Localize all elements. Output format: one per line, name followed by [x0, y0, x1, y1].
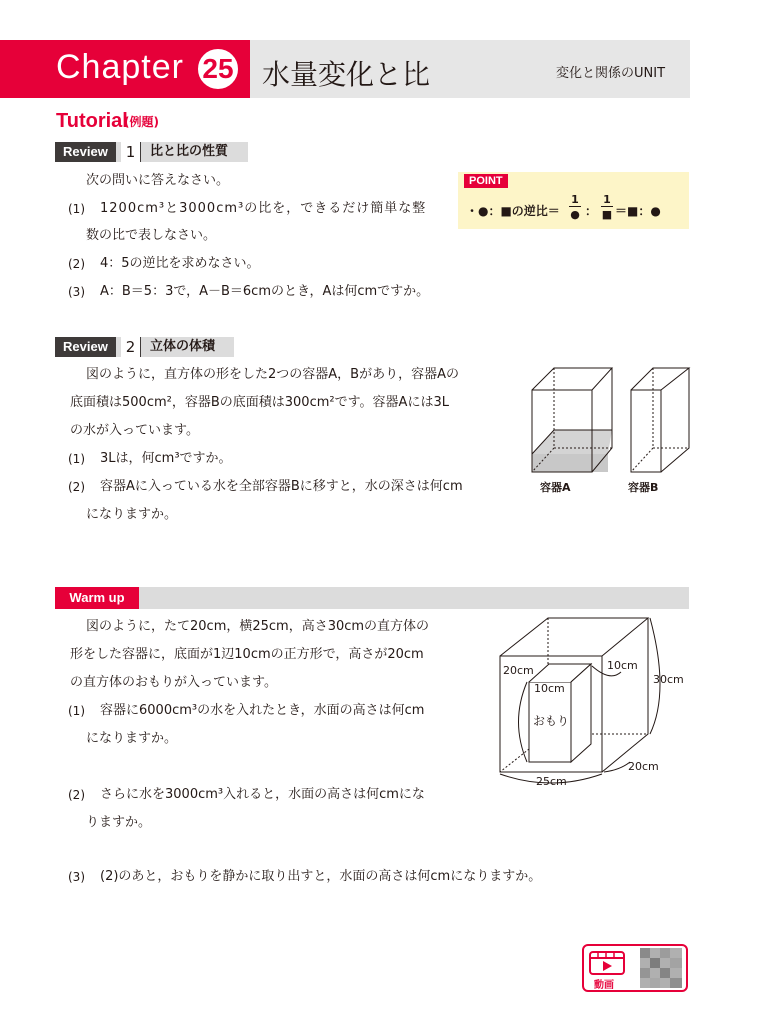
review1-title: 比と比の性質	[150, 144, 229, 159]
warmup-q3-text: (2)のあと，おもりを静かに取り出すと，水面の高さは何cmになりますか。	[100, 869, 542, 884]
point-frac1-numerator: 1	[569, 193, 581, 207]
container-a-water	[532, 454, 608, 472]
review2-q1-label: (1)	[68, 452, 85, 466]
outer-container-top	[500, 618, 648, 656]
container-b-top	[631, 368, 689, 390]
container-a-top	[532, 368, 612, 390]
warmup-q2-line2: りますか。	[86, 815, 152, 830]
weight-label: おもり	[533, 714, 570, 728]
point-prefix: ・●：■の逆比＝	[466, 204, 560, 218]
point-tag: POINT	[464, 174, 508, 188]
container-height-label: 30cm	[653, 673, 684, 686]
weight-height-label: 20cm	[503, 664, 534, 677]
video-play-icon[interactable]	[588, 950, 626, 976]
warmup-q1-line1: 容器に6000cm³の水を入れたとき，水面の高さは何cm	[100, 703, 425, 718]
review2-number: 2	[121, 337, 141, 357]
weight-side	[571, 664, 591, 762]
review2-line3: の水が入っています。	[70, 423, 199, 438]
weight-height-arc	[519, 682, 528, 762]
container-a-water-top	[532, 430, 612, 454]
unit-label: 変化と関係のUNIT	[556, 66, 666, 81]
container-b-front	[631, 390, 661, 472]
video-label[interactable]: 動画	[594, 980, 614, 991]
review1-q2-text: 4：5の逆比を求めなさい。	[100, 256, 260, 271]
qr-code-icon[interactable]	[640, 948, 682, 988]
container-weight-figure	[492, 612, 692, 792]
review2-q1-text: 3Lは，何cm³ですか。	[100, 451, 232, 466]
review1-q1-line1: 1200cm³と3000cm³の比を，できるだけ簡単な整	[100, 201, 427, 216]
point-suffix: ＝■：●	[615, 204, 661, 218]
review2-q2-line2: になりますか。	[86, 507, 178, 522]
review2-q2-line1: 容器Aに入っている水を全部容器Bに移すと，水の深さは何cm	[100, 479, 463, 494]
weight-side-label: 10cm	[607, 659, 638, 672]
warmup-bar	[55, 587, 689, 609]
review1-q1-line2: 数の比で表しなさい。	[86, 228, 217, 243]
container-b-hidden-edge	[631, 448, 653, 472]
point-colon: ：	[585, 204, 598, 218]
container-depth-label: 20cm	[628, 760, 659, 773]
warmup-q1-label: (1)	[68, 704, 85, 718]
tutorial-heading: Tutorial	[56, 110, 128, 132]
chapter-word: Chapter	[56, 48, 184, 86]
warmup-line3: の直方体のおもりが入っています。	[70, 675, 277, 690]
warmup-q3-label: (3)	[68, 870, 85, 884]
warmup-line2: 形をした容器に，底面が1辺10cmの正方形で，高さが20cm	[70, 647, 424, 662]
review1-intro: 次の問いに答えなさい。	[86, 173, 230, 188]
warmup-tag: Warm up	[55, 587, 139, 609]
point-frac2-denominator: ■	[601, 208, 613, 221]
container-b-label: 容器B	[628, 481, 659, 494]
warmup-line1: 図のように，たて20cm，横25cm，高さ30cmの直方体の	[86, 619, 430, 634]
container-a-label: 容器A	[540, 481, 571, 494]
review2-q2-label: (2)	[68, 480, 85, 494]
tutorial-subheading: (例題)	[124, 115, 159, 129]
review2-line2: 底面積は500cm²，容器Bの底面積は300cm²です。容器Aには3L	[70, 395, 449, 410]
warmup-q2-line1: さらに水を3000cm³入れると，水面の高さは何cmにな	[100, 787, 425, 802]
review1-tag: Review	[55, 142, 116, 162]
container-b-hidden	[653, 368, 689, 448]
outer-container-side	[602, 618, 648, 772]
container-width-label: 25cm	[536, 775, 567, 788]
containers-figure	[525, 362, 695, 494]
review2-tag: Review	[55, 337, 116, 357]
review2-line1: 図のように，直方体の形をした2つの容器A，Bがあり，容器Aの	[86, 367, 459, 382]
review1-q3-label: (3)	[68, 285, 85, 299]
weight-width-label: 10cm	[534, 682, 565, 695]
chapter-number-badge: 25	[196, 47, 240, 91]
review1-q1-label: (1)	[68, 202, 85, 216]
review2-title: 立体の体積	[150, 339, 216, 354]
review1-q3-text: A：B＝5：3で，A－B＝6cmのとき，Aは何cmですか。	[100, 284, 430, 299]
point-frac1-denominator: ●	[570, 208, 580, 221]
review1-number: 1	[121, 142, 141, 162]
review1-q2-label: (2)	[68, 257, 85, 271]
point-frac2-numerator: 1	[601, 193, 613, 207]
warmup-q1-line2: になりますか。	[86, 731, 178, 746]
page-title: 水量変化と比	[262, 58, 431, 91]
warmup-q2-label: (2)	[68, 788, 85, 802]
container-b-side	[661, 368, 689, 472]
